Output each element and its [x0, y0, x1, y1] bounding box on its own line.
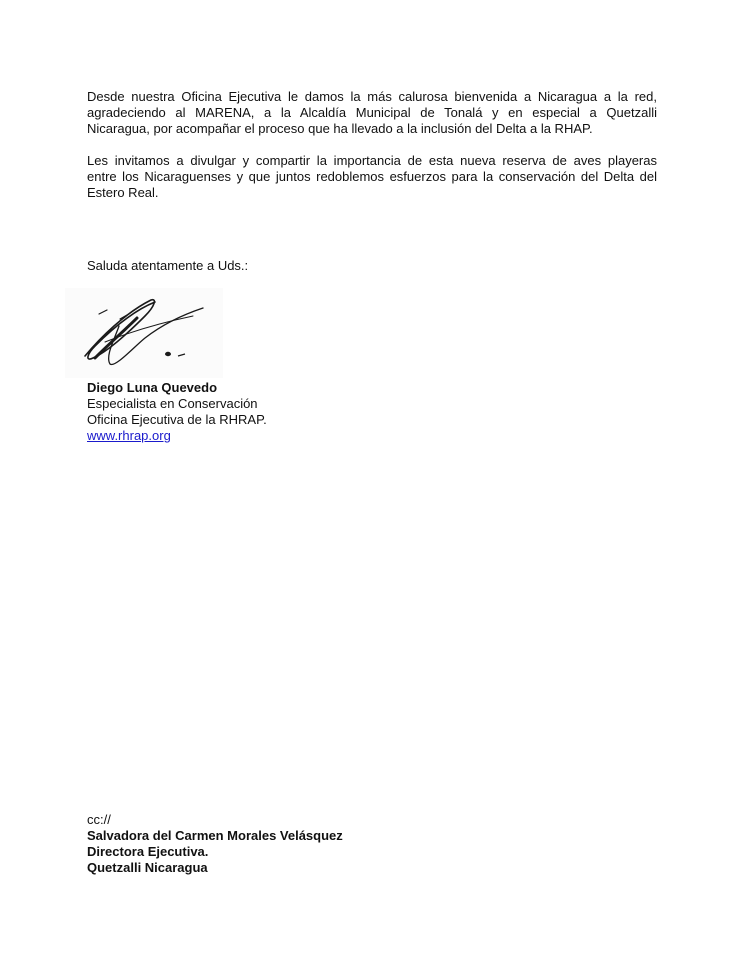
signer-office: Oficina Ejecutiva de la RHRAP. [87, 412, 267, 427]
cc-recipient-organization: Quetzalli Nicaragua [87, 860, 208, 875]
signer-block [87, 380, 267, 444]
paragraph-line: Les invitamos a divulgar y compartir la importancia de esta nueva reserva de aves playeras [87, 153, 657, 168]
paragraph-welcome [87, 89, 657, 137]
closing-greeting: Saluda atentamente a Uds.: [87, 258, 249, 273]
cc-recipient-name: Salvadora del Carmen Morales Velásquez [87, 828, 343, 843]
paragraph-line: agradeciendo al MARENA, a la Alcaldía Municipal de Tonalá y en especial a Quetzalli [87, 105, 657, 120]
signature-icon [65, 288, 223, 378]
signature-image [65, 288, 223, 378]
cc-block [87, 812, 343, 876]
cc-label: cc:// [87, 812, 111, 827]
website-link[interactable]: www.rhrap.org [87, 428, 171, 443]
paragraph-line: entre los Nicaraguenses y que juntos redoblemos esfuerzos para la conservación del Delta del [87, 169, 657, 184]
paragraph-line: Desde nuestra Oficina Ejecutiva le damos la más calurosa bienvenida a Nicaragua a la red, [87, 89, 657, 104]
signer-name: Diego Luna Quevedo [87, 380, 218, 395]
paragraph-line: Estero Real. [87, 185, 159, 200]
cc-recipient-title: Directora Ejecutiva. [87, 844, 209, 859]
paragraph-line: Nicaragua, por acompañar el proceso que ha llevado a la inclusión del Delta a la RHAP. [87, 121, 593, 136]
paragraph-invitation [87, 153, 657, 201]
signer-title: Especialista en Conservación [87, 396, 258, 411]
